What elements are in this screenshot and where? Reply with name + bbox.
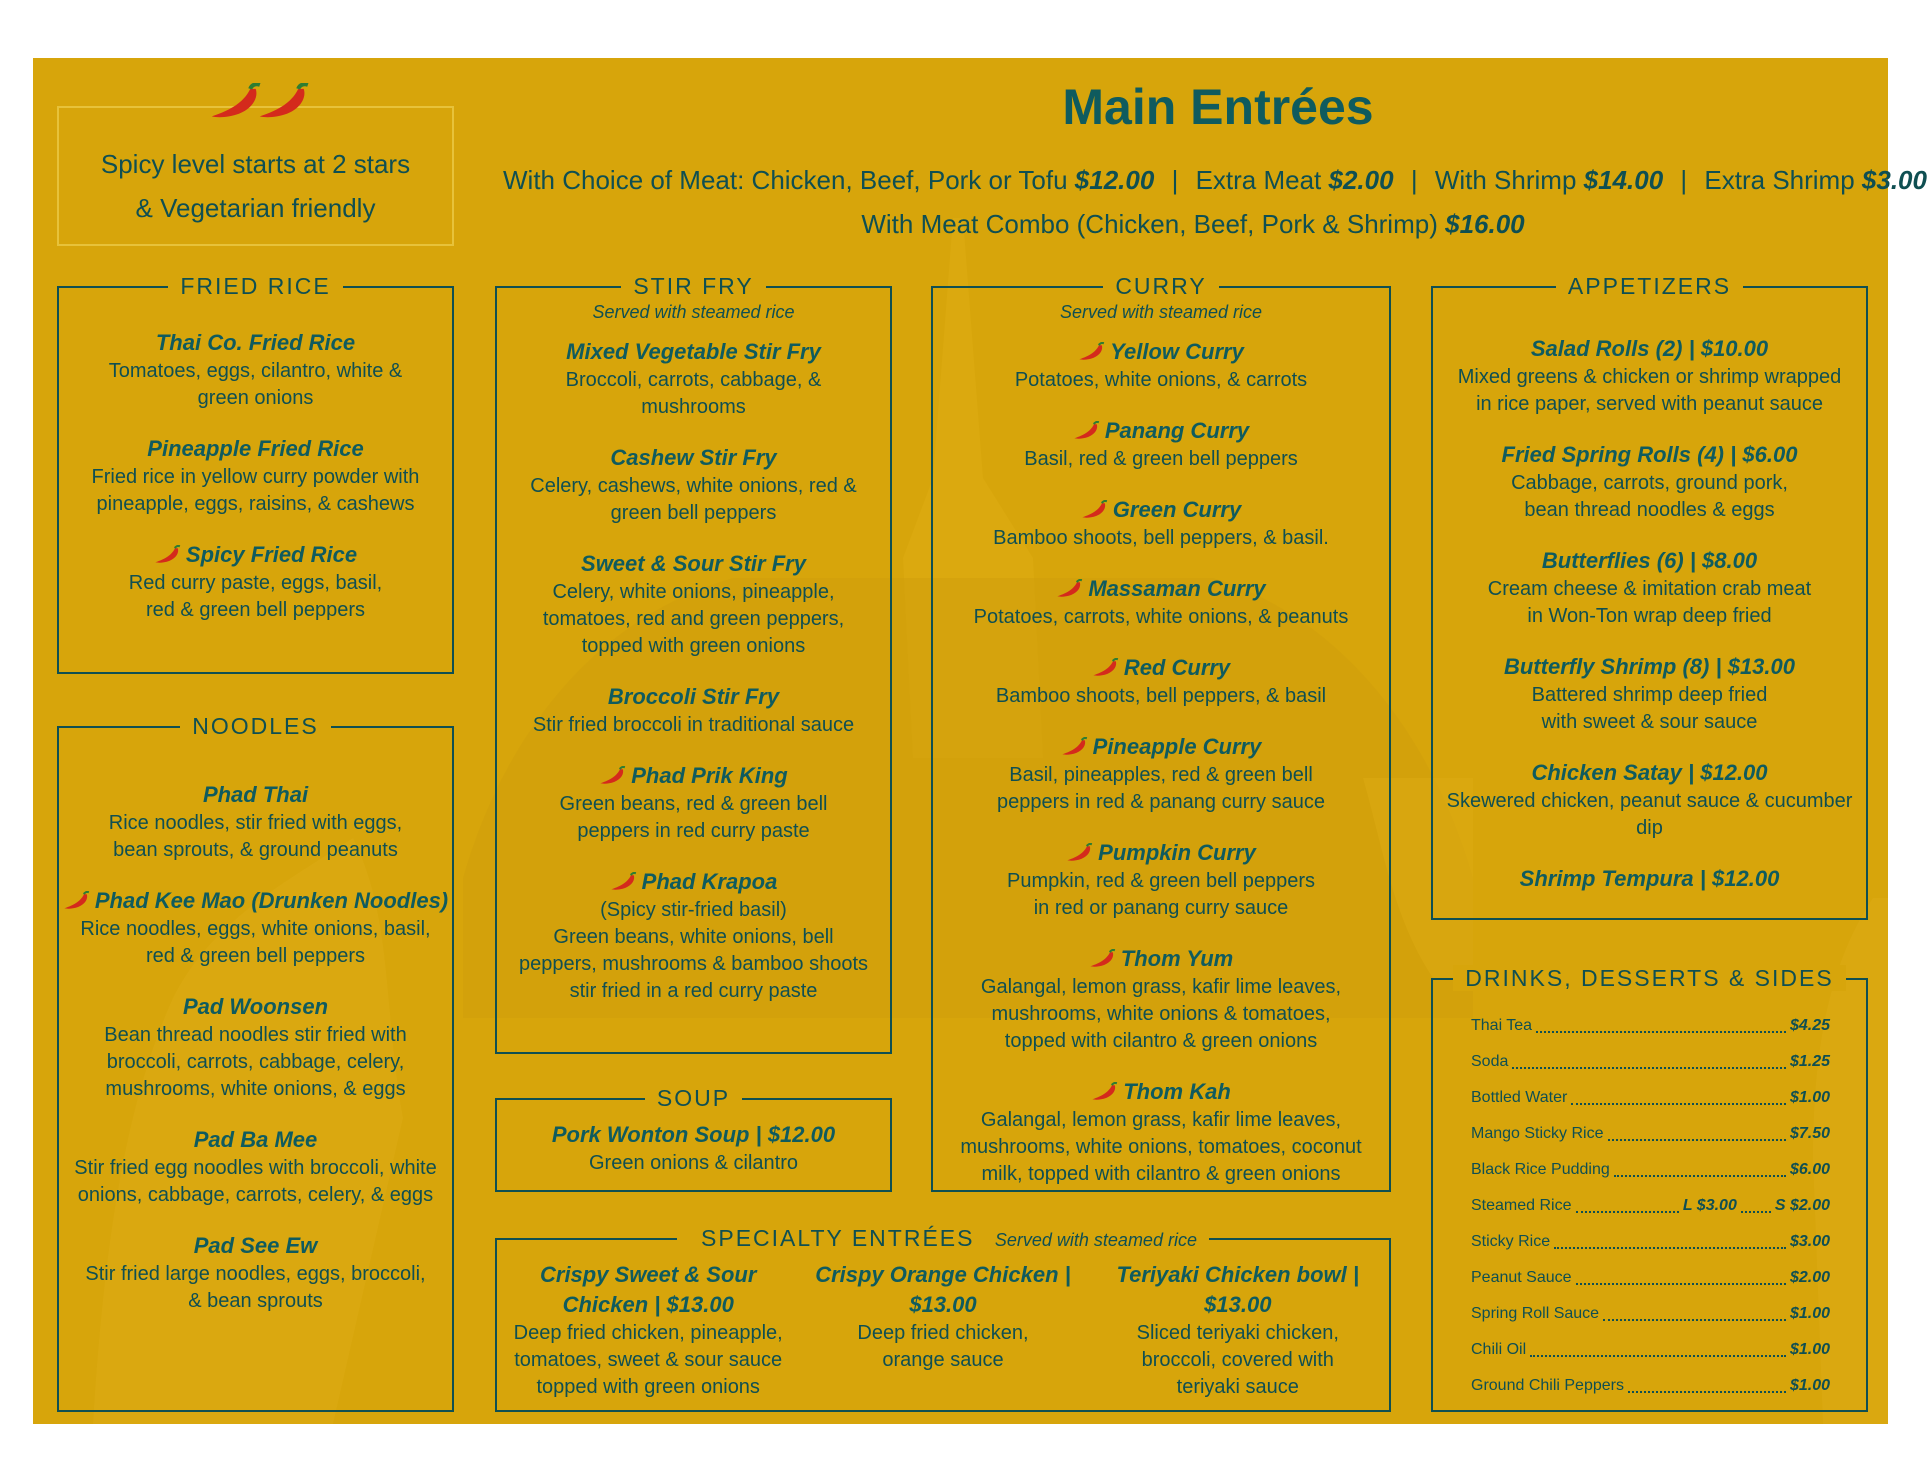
- item-name: Pineapple Fried Rice: [147, 436, 364, 461]
- menu-item: [1433, 758, 1866, 842]
- dot-leader: [1614, 1152, 1786, 1177]
- list-item: [1471, 1008, 1830, 1044]
- menu-item: [1433, 546, 1866, 630]
- item-name: Green Curry: [1112, 497, 1242, 522]
- separator: |: [1171, 165, 1179, 195]
- menu-item: [1433, 652, 1866, 736]
- list-item: [1471, 1224, 1830, 1260]
- list-item: [1471, 1332, 1830, 1368]
- menu-item: [59, 328, 452, 412]
- item-name: Pad Woonsen: [182, 994, 329, 1019]
- item-desc: green bell peppers: [610, 502, 777, 524]
- menu-item: [59, 780, 452, 864]
- meat-choice-price: $12.00: [1074, 165, 1155, 195]
- drinks-desserts-sides-section: [1431, 965, 1868, 1412]
- item-desc: Deep fried chicken,: [857, 1322, 1029, 1344]
- separator: |: [1410, 165, 1418, 195]
- menu-item: [933, 574, 1389, 631]
- item-desc: tomatoes, sweet & sour sauce: [514, 1349, 783, 1371]
- section-title: NOODLES: [180, 713, 330, 739]
- meat-choice-label: With Choice of Meat: Chicken, Beef, Pork or Tofu: [503, 165, 1068, 195]
- item-desc: peppers in red curry paste: [577, 820, 810, 842]
- item-desc: mushrooms: [641, 396, 746, 418]
- item-desc: topped with green onions: [536, 1376, 760, 1398]
- item-desc: peppers in red & panang curry sauce: [997, 791, 1325, 813]
- item-desc: mushrooms, white onions, & eggs: [105, 1078, 406, 1100]
- item-desc: teriyaki sauce: [1176, 1376, 1299, 1398]
- item-name: Chicken Satay | $12.00: [1531, 760, 1768, 785]
- item-desc: onions, cabbage, carrots, celery, & eggs: [77, 1184, 434, 1206]
- item-name: Butterfly Shrimp (8) | $13.00: [1503, 654, 1796, 679]
- dot-leader: [1741, 1188, 1771, 1213]
- item-desc: Green beans, white onions, bell: [553, 926, 834, 948]
- separator: |: [1680, 165, 1688, 195]
- item-name: Pork Wonton Soup | $12.00: [551, 1122, 836, 1147]
- drink-name: Chili Oil: [1471, 1341, 1527, 1358]
- menu-item: [497, 761, 890, 845]
- item-name: Phad Prik King: [631, 763, 788, 788]
- shrimp-price: $14.00: [1583, 165, 1664, 195]
- list-item: [1471, 1152, 1830, 1188]
- item-desc: Cabbage, carrots, ground pork,: [1511, 472, 1788, 494]
- soup-section: [495, 1085, 892, 1192]
- menu-page: [33, 58, 1927, 1424]
- spicy-level-note: [57, 106, 454, 246]
- drink-name: Steamed Rice: [1471, 1197, 1572, 1214]
- pricing-line-1: [503, 158, 1927, 202]
- item-name: Pumpkin Curry: [1098, 840, 1256, 865]
- menu-item: [497, 867, 890, 1005]
- drink-name: Thai Tea: [1471, 1017, 1533, 1034]
- fried-rice-section: [57, 273, 454, 674]
- menu-item: [933, 653, 1389, 710]
- item-desc: Stir fried broccoli in traditional sauce: [532, 714, 855, 736]
- menu-item: [497, 549, 890, 660]
- drink-price: S $2.00: [1774, 1197, 1830, 1214]
- item-name: Thom Yum: [1120, 946, 1234, 971]
- item-desc: Tomatoes, eggs, cilantro, white &: [108, 360, 403, 382]
- chili-icon: [1092, 658, 1120, 680]
- item-desc: in rice paper, served with peanut sauce: [1476, 393, 1823, 415]
- menu-item: [497, 443, 890, 527]
- item-desc: Rice noodles, eggs, white onions, basil,: [80, 918, 431, 940]
- item-desc: red & green bell peppers: [145, 599, 366, 621]
- item-name: Sweet & Sour Stir Fry: [581, 551, 806, 576]
- item-desc: peppers, mushrooms & bamboo shoots: [518, 953, 869, 975]
- item-desc: Celery, cashews, white onions, red &: [530, 475, 857, 497]
- item-desc: bean thread noodles & eggs: [1524, 499, 1775, 521]
- dot-leader: [1530, 1332, 1786, 1357]
- menu-item: [798, 1260, 1088, 1401]
- menu-item: [1433, 440, 1866, 524]
- chili-icon: [1078, 342, 1106, 364]
- item-desc: mushrooms, white onions & tomatoes,: [991, 1003, 1331, 1025]
- item-name: Salad Rolls (2) | $10.00: [1530, 336, 1769, 361]
- item-desc: green onions: [197, 387, 314, 409]
- menu-item: [497, 337, 890, 421]
- pricing-line-2: [503, 202, 1883, 246]
- drink-name: Ground Chili Peppers: [1471, 1377, 1624, 1394]
- item-name: Red Curry: [1123, 655, 1231, 680]
- menu-item: [59, 540, 452, 624]
- item-name: Pineapple Curry: [1092, 734, 1262, 759]
- chili-icon: [599, 766, 627, 788]
- item-desc: Potatoes, carrots, white onions, & peanuts: [973, 606, 1349, 628]
- menu-item: [1433, 334, 1866, 418]
- drink-price: $3.00: [1789, 1233, 1830, 1250]
- item-desc: Pumpkin, red & green bell peppers: [1007, 870, 1315, 892]
- drink-name: Bottled Water: [1471, 1089, 1568, 1106]
- item-name: Fried Spring Rolls (4) | $6.00: [1501, 442, 1798, 467]
- item-name: Phad Thai: [202, 782, 309, 807]
- drink-price: $1.00: [1789, 1089, 1830, 1106]
- item-name: Cashew Stir Fry: [610, 445, 777, 470]
- item-desc: broccoli, carrots, cabbage, celery,: [106, 1051, 405, 1073]
- list-item: [1471, 1044, 1830, 1080]
- item-desc: (Spicy stir-fried basil): [600, 899, 787, 921]
- item-name: Butterflies (6) | $8.00: [1541, 548, 1758, 573]
- menu-item: [59, 434, 452, 518]
- item-name: Pad Ba Mee: [193, 1127, 318, 1152]
- drink-price: $4.25: [1789, 1017, 1830, 1034]
- item-desc: Bean thread noodles stir fried with: [104, 1024, 407, 1046]
- item-name: Massaman Curry: [1088, 576, 1266, 601]
- dot-leader: [1576, 1260, 1786, 1285]
- item-name: Crispy Sweet & Sour Chicken | $13.00: [540, 1262, 757, 1317]
- drink-name: Black Rice Pudding: [1471, 1161, 1610, 1178]
- item-desc: red & green bell peppers: [145, 945, 366, 967]
- combo-price: $16.00: [1445, 209, 1525, 239]
- menu-item: [497, 682, 890, 739]
- menu-item: [59, 992, 452, 1103]
- item-desc: tomatoes, red and green peppers,: [542, 608, 845, 630]
- section-title: APPETIZERS: [1556, 273, 1743, 299]
- menu-item: [933, 337, 1389, 394]
- section-title: SPECIALTY ENTRÉES: [689, 1225, 986, 1251]
- item-desc: topped with cilantro & green onions: [1004, 1030, 1318, 1052]
- item-desc: Skewered chicken, peanut sauce & cucumber dip: [1446, 790, 1853, 839]
- item-desc: Sliced teriyaki chicken,: [1136, 1322, 1339, 1344]
- item-desc: Basil, red & green bell peppers: [1024, 448, 1298, 470]
- item-name: Shrimp Tempura | $12.00: [1519, 866, 1780, 891]
- item-desc: Rice noodles, stir fried with eggs,: [108, 812, 403, 834]
- menu-item: [933, 1077, 1389, 1188]
- item-desc: mushrooms, white onions, tomatoes, coconut: [960, 1136, 1362, 1158]
- drink-name: Soda: [1471, 1053, 1509, 1070]
- item-name: Spicy Fried Rice: [185, 542, 358, 567]
- chili-icon: [1081, 500, 1109, 522]
- menu-item: [933, 838, 1389, 922]
- item-desc: Green beans, red & green bell: [559, 793, 828, 815]
- menu-item: [1093, 1260, 1383, 1401]
- menu-item: [933, 732, 1389, 816]
- item-desc: milk, topped with cilantro & green onions: [981, 1163, 1341, 1185]
- item-desc: Basil, pineapples, red & green bell: [1009, 764, 1313, 786]
- item-desc: Stir fried egg noodles with broccoli, white: [74, 1157, 437, 1179]
- drink-price: $1.00: [1789, 1305, 1830, 1322]
- drink-name: Mango Sticky Rice: [1471, 1125, 1604, 1142]
- menu-item: [59, 1125, 452, 1209]
- specialty-entrees-section: [495, 1225, 1391, 1412]
- dot-leader: [1571, 1080, 1786, 1105]
- section-subtitle: Served with steamed rice: [592, 302, 795, 322]
- list-item: [1471, 1116, 1830, 1152]
- extra-shrimp-price: $3.00: [1861, 165, 1927, 195]
- chili-icon: [63, 891, 91, 913]
- drink-price: $1.00: [1789, 1377, 1830, 1394]
- item-desc: topped with green onions: [581, 635, 806, 657]
- section-title: DRINKS, DESSERTS & SIDES: [1453, 965, 1845, 991]
- drink-price: $6.00: [1789, 1161, 1830, 1178]
- menu-item: [933, 944, 1389, 1055]
- item-desc: Bamboo shoots, bell peppers, & basil: [995, 685, 1327, 707]
- chili-icon: [1066, 843, 1094, 865]
- item-desc: & bean sprouts: [188, 1290, 323, 1312]
- item-desc: Celery, white onions, pineapple,: [552, 581, 835, 603]
- item-desc: Galangal, lemon grass, kafir lime leaves,: [980, 1109, 1342, 1131]
- chili-peppers-icon: [209, 78, 319, 128]
- item-desc: Red curry paste, eggs, basil,: [128, 572, 383, 594]
- item-name: Phad Krapoa: [641, 869, 778, 894]
- item-name: Teriyaki Chicken bowl | $13.00: [1116, 1262, 1360, 1317]
- item-name: Crispy Orange Chicken | $13.00: [815, 1262, 1071, 1317]
- list-item: [1471, 1080, 1830, 1116]
- menu-item: [497, 1120, 890, 1177]
- dot-leader: [1608, 1116, 1786, 1141]
- item-desc: Deep fried chicken, pineapple,: [513, 1322, 783, 1344]
- item-desc: Potatoes, white onions, & carrots: [1014, 369, 1308, 391]
- menu-item: [503, 1260, 793, 1401]
- item-name: Thom Kah: [1123, 1079, 1231, 1104]
- chili-icon: [1091, 1082, 1119, 1104]
- menu-item: [933, 495, 1389, 552]
- pricing-info: [503, 158, 1927, 246]
- item-desc: Stir fried large noodles, eggs, broccoli,: [85, 1263, 426, 1285]
- section-title: FRIED RICE: [168, 273, 342, 299]
- spicy-note-line-1: Spicy level starts at 2 stars: [100, 149, 411, 179]
- extra-meat-label: Extra Meat: [1195, 165, 1322, 195]
- dot-leader: [1576, 1188, 1679, 1213]
- section-title: CURRY: [1103, 273, 1218, 299]
- noodles-section: [57, 713, 454, 1412]
- extra-meat-price: $2.00: [1328, 165, 1394, 195]
- item-name: Phad Kee Mao (Drunken Noodles): [94, 888, 449, 913]
- item-desc: Green onions & cilantro: [588, 1152, 798, 1174]
- item-desc: Cream cheese & imitation crab meat: [1487, 578, 1812, 600]
- drinks-list: [1433, 980, 1866, 1404]
- section-subtitle: Served with steamed rice: [1059, 302, 1263, 322]
- item-desc: in red or panang curry sauce: [1033, 897, 1289, 919]
- dot-leader: [1603, 1296, 1786, 1321]
- item-desc: with sweet & sour sauce: [1541, 711, 1758, 733]
- list-item: [1471, 1260, 1830, 1296]
- chili-icon: [1061, 737, 1089, 759]
- dot-leader: [1554, 1224, 1786, 1249]
- menu-item: [59, 1231, 452, 1315]
- chili-icon: [610, 872, 638, 894]
- item-desc: stir fried in a red curry paste: [569, 980, 818, 1002]
- menu-item: [1433, 864, 1866, 894]
- chili-icon: [1089, 949, 1117, 971]
- item-desc: Galangal, lemon grass, kafir lime leaves,: [980, 976, 1342, 998]
- item-name: Thai Co. Fried Rice: [155, 330, 356, 355]
- menu-item: [933, 416, 1389, 473]
- item-desc: Bamboo shoots, bell peppers, & basil.: [993, 527, 1329, 549]
- dot-leader: [1536, 1008, 1786, 1033]
- list-item: [1471, 1368, 1830, 1404]
- appetizers-section: [1431, 273, 1868, 920]
- stir-fry-section: [495, 273, 892, 1054]
- shrimp-label: With Shrimp: [1434, 165, 1577, 195]
- drink-name: Sticky Rice: [1471, 1233, 1551, 1250]
- item-name: Yellow Curry: [1110, 339, 1244, 364]
- item-desc: bean sprouts, & ground peanuts: [113, 839, 398, 861]
- chili-icon: [1073, 421, 1101, 443]
- item-name: Panang Curry: [1104, 418, 1250, 443]
- item-desc: in Won-Ton wrap deep fried: [1527, 605, 1772, 627]
- menu-item: [59, 886, 452, 970]
- curry-section: [931, 273, 1391, 1192]
- item-desc: Fried rice in yellow curry powder with: [91, 466, 420, 488]
- chili-icon: [1056, 579, 1084, 601]
- page-title: Main Entrées: [1062, 79, 1374, 135]
- item-name: Broccoli Stir Fry: [607, 684, 780, 709]
- section-subtitle: Served with steamed rice: [994, 1230, 1197, 1250]
- item-desc: orange sauce: [882, 1349, 1004, 1371]
- section-title: STIR FRY: [621, 273, 765, 299]
- section-title: SOUP: [645, 1085, 742, 1111]
- item-name: Mixed Vegetable Stir Fry: [566, 339, 821, 364]
- drink-name: Spring Roll Sauce: [1471, 1305, 1600, 1322]
- drink-name: Peanut Sauce: [1471, 1269, 1572, 1286]
- drink-price: $2.00: [1789, 1269, 1830, 1286]
- drink-price-large: L $3.00: [1682, 1197, 1737, 1214]
- dot-leader: [1512, 1044, 1786, 1069]
- chili-icon: [154, 545, 182, 567]
- dot-leader: [1628, 1368, 1786, 1393]
- list-item: [1471, 1296, 1830, 1332]
- drink-price: $1.00: [1789, 1341, 1830, 1358]
- combo-label: With Meat Combo (Chicken, Beef, Pork & Shrimp): [861, 209, 1438, 239]
- extra-shrimp-label: Extra Shrimp: [1704, 165, 1855, 195]
- drink-price: $7.50: [1789, 1125, 1830, 1142]
- item-desc: pineapple, eggs, raisins, & cashews: [96, 493, 415, 515]
- item-desc: Battered shrimp deep fried: [1531, 684, 1768, 706]
- item-desc: broccoli, covered with: [1141, 1349, 1334, 1371]
- item-desc: Broccoli, carrots, cabbage, &: [565, 369, 822, 391]
- drink-price: $1.25: [1789, 1053, 1830, 1070]
- spicy-note-line-2: & Vegetarian friendly: [135, 193, 376, 223]
- item-desc: Mixed greens & chicken or shrimp wrapped: [1457, 366, 1842, 388]
- list-item: [1471, 1188, 1830, 1224]
- item-name: Pad See Ew: [193, 1233, 318, 1258]
